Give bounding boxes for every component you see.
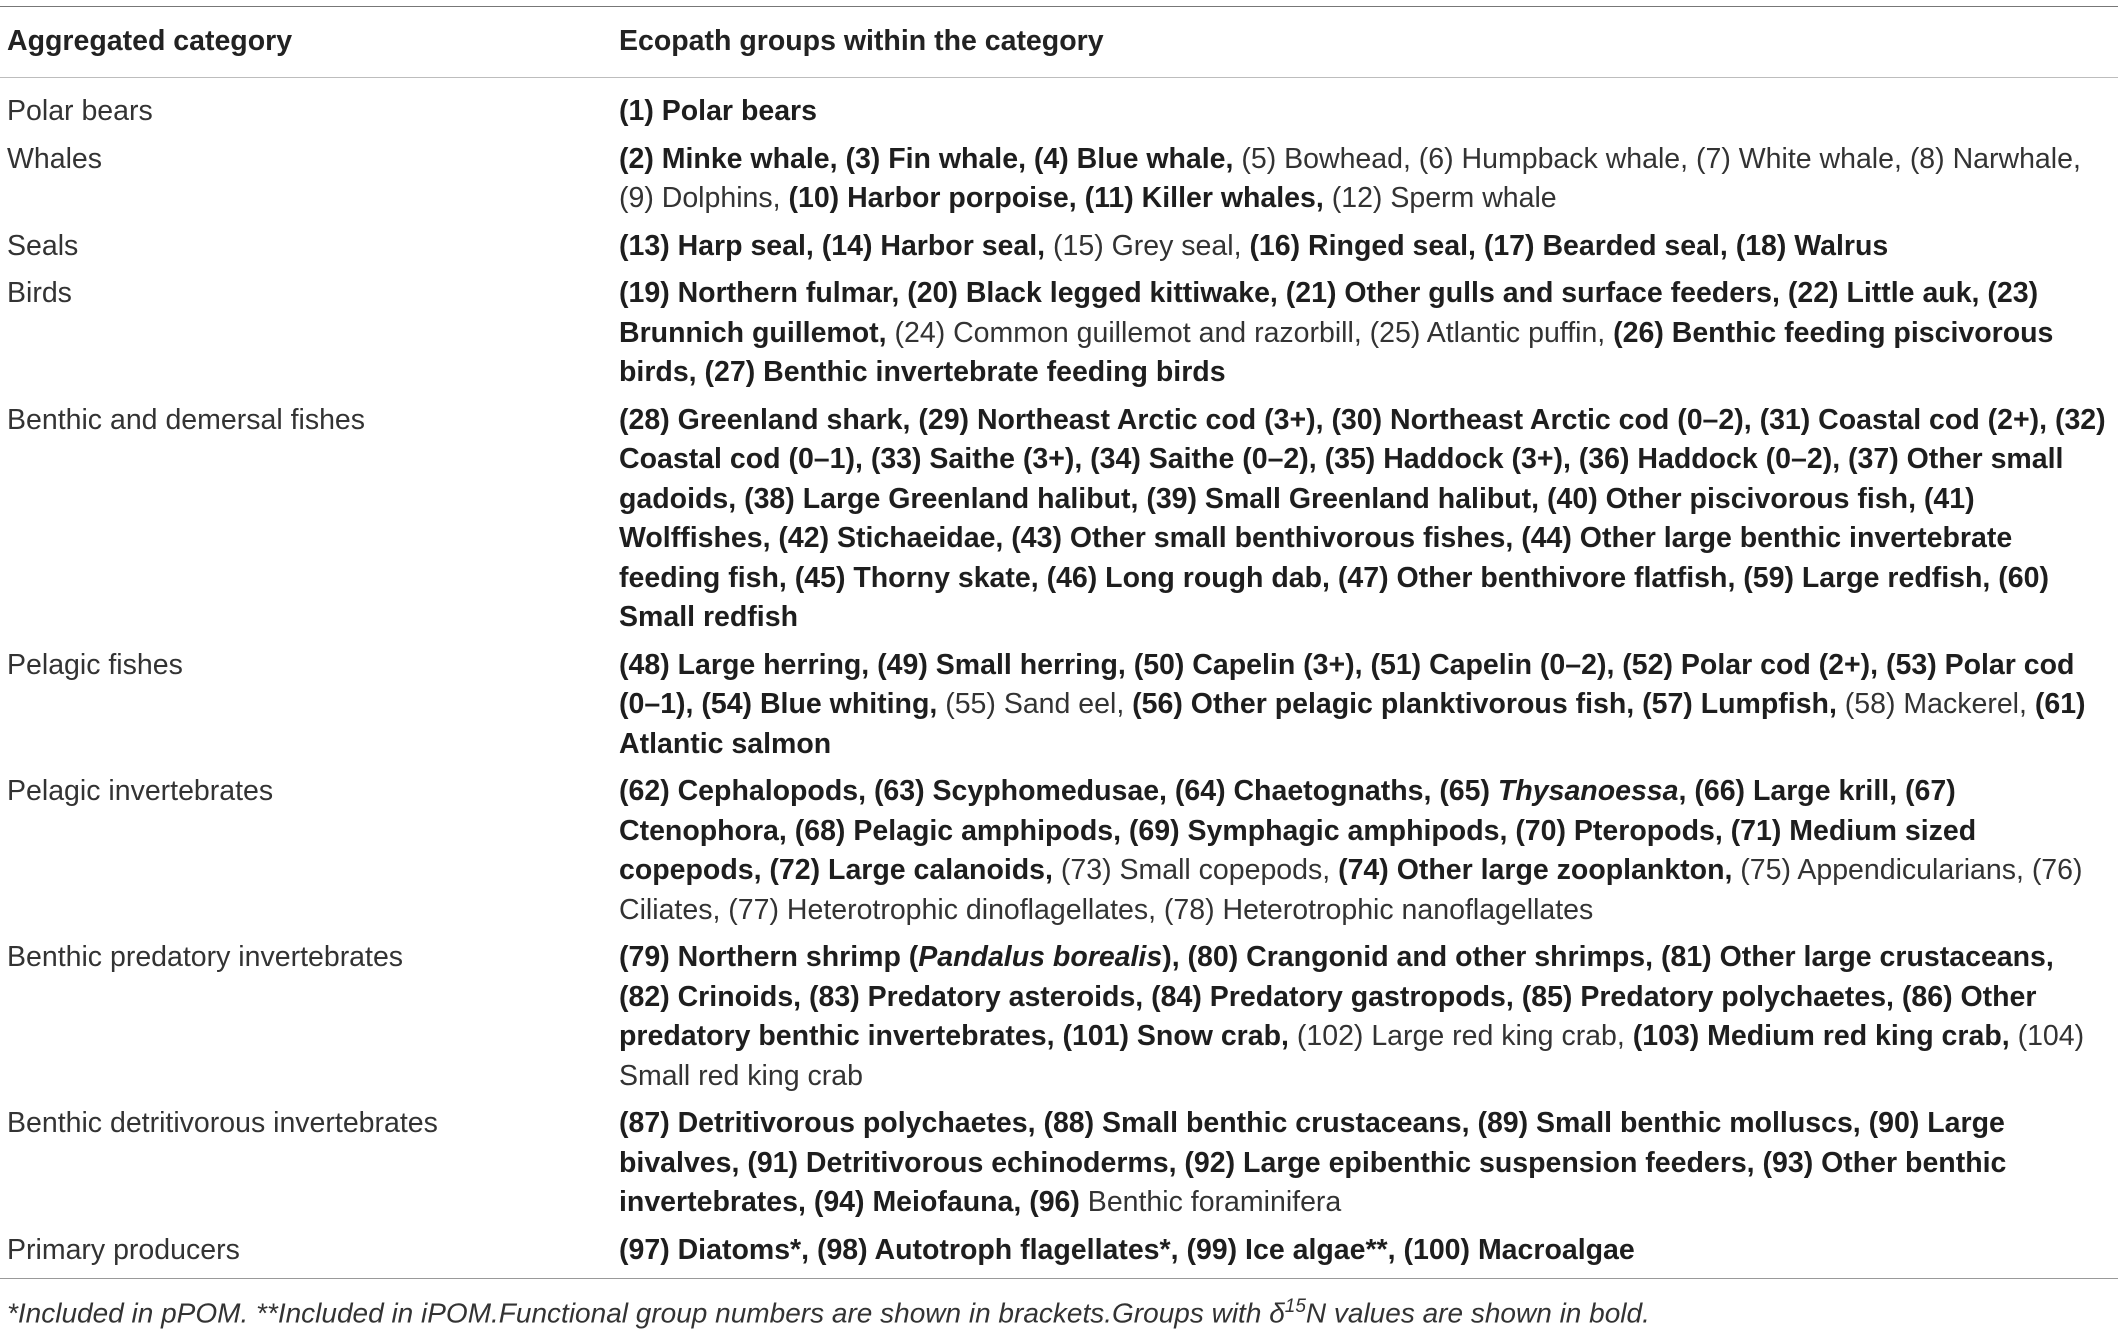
group-text-bold: (28) Greenland shark, (29) Northeast Arctic cod (3+), (30) Northeast Arctic cod (0–2), (31) Coastal cod (2+), (32) Coastal cod (0–1), (33) Saithe (3+), (34) Saithe (0–2), (35) Haddock (3+), (36) Haddock (0–2), (37) Other small gadoids, (38) Large Greenland halibut, (39) Small Greenland halibut, (40) Other piscivorous fish, (41) Wolffishes, (42) Stichaeidae, (43) Other small benthivorous fishes, (44) Other large benthic invertebrate feeding fish, (45) Thorny skate, (46) Long rough dab, (47) Other benthivore flatfish, (59) Large redfish, (60) Small redfish	[619, 403, 2106, 633]
table-row	[0, 938, 2118, 1104]
group-text-bold: (19) Northern fulmar, (20) Black legged kittiwake, (21) Other gulls and surface feeders, (22) Little auk, (23) Brunnich guillemot,	[619, 277, 2039, 349]
group-text-bold: (74) Other large zooplankton,	[1338, 854, 1733, 886]
category-cell: Polar bears	[7, 95, 153, 127]
groups-cell	[619, 772, 2118, 938]
groups-cell	[619, 1231, 2118, 1279]
table-footnote	[7, 1296, 1650, 1329]
table-row	[0, 274, 2118, 401]
table-row	[0, 1104, 2118, 1231]
table-row	[0, 140, 2118, 227]
table-row	[0, 772, 2118, 938]
table-row	[0, 78, 2118, 140]
category-cell: Pelagic fishes	[7, 648, 183, 681]
groups-cell	[619, 274, 2118, 401]
group-text-bold: (2) Minke whale, (3) Fin whale, (4) Blue whale,	[619, 142, 1234, 175]
footnote-superscript: 15	[1284, 1296, 1306, 1317]
group-text-bold: Pandalus borealis	[918, 941, 1163, 973]
footnote-text: *Included in pPOM. **Included in iPOM.Functional group numbers are shown in brackets.Groups with δ	[7, 1297, 1285, 1329]
group-text-bold: (1) Polar bears	[619, 95, 817, 127]
category-cell: Pelagic invertebrates	[7, 775, 274, 807]
group-text-bold: , (66) Large krill, (67) Ctenophora, (68) Pelagic amphipods, (69) Symphagic amphipods, (70) Pteropods, (71) Medium sized copepods, (72) Large calanoids,	[619, 775, 1977, 886]
groups-cell	[619, 1104, 2118, 1231]
table-row	[0, 227, 2118, 275]
group-text: Benthic foraminifera	[1079, 1186, 1342, 1218]
data-table-container	[0, 6, 2118, 1279]
group-text: (104) Small red king crab	[619, 1020, 2085, 1092]
category-cell: Seals	[7, 229, 79, 262]
ecopath-groups-table	[0, 7, 2118, 1278]
header-ecopath-groups: Ecopath groups within the category	[619, 25, 1104, 58]
group-text-bold: (87) Detritivorous polychaetes, (88) Small benthic crustaceans, (89) Small benthic molluscs, (90) Large bivalves, (91) Detritivorous echinoderms, (92) Large epibenthic suspension feeders, (93) Other benthic invertebrates, (94) Meiofauna, (96)	[619, 1107, 2007, 1218]
groups-cell	[619, 78, 2118, 140]
group-text-bold: (79) Northern shrimp (	[619, 941, 919, 973]
group-text-bold: (10) Harbor porpoise, (11) Killer whales,	[788, 182, 1324, 214]
group-text-bold: ), (80) Crangonid and other shrimps, (81) Other large crustaceans, (82) Crinoids, (83) Predatory asteroids, (84) Predatory gastropods, (85) Predatory polychaetes, (86) Other predatory benthic invertebrates, (101) Snow crab,	[619, 941, 2054, 1052]
category-cell: Benthic detritivorous invertebrates	[7, 1107, 438, 1139]
group-text-bold: (16) Ringed seal, (17) Bearded seal, (18) Walrus	[1249, 229, 1889, 262]
group-text-bold: (97) Diatoms*, (98) Autotroph flagellates*, (99) Ice algae**, (100) Macroalgae	[619, 1233, 1635, 1266]
group-text: (73) Small copepods,	[1052, 854, 1339, 886]
group-text: (75) Appendicularians, (76) Ciliates, (77) Heterotrophic dinoflagellates, (78) Heterotrophic nanoflagellates	[619, 854, 2083, 926]
group-text-bold: (13) Harp seal, (14) Harbor seal,	[619, 229, 1046, 262]
group-text: (58) Mackerel,	[1836, 688, 2035, 720]
group-text-bold: (61) Atlantic salmon	[619, 688, 2086, 760]
table-bottom-rule	[0, 1278, 2118, 1279]
group-text: (12) Sperm whale	[1323, 182, 1557, 214]
table-row	[0, 1231, 2118, 1279]
group-text-bold: (48) Large herring, (49) Small herring, (50) Capelin (3+), (51) Capelin (0–2), (52) Polar cod (2+), (53) Polar cod (0–1), (54) Blue whiting,	[619, 648, 2075, 720]
groups-cell	[619, 140, 2118, 227]
category-cell: Whales	[7, 142, 103, 175]
category-cell: Birds	[7, 277, 72, 309]
group-text-bold: (26) Benthic feeding piscivorous birds, (27) Benthic invertebrate feeding birds	[619, 316, 2054, 388]
group-text: (55) Sand eel,	[937, 688, 1133, 720]
group-text: (102) Large red king crab,	[1288, 1020, 1633, 1052]
group-text-bold: Thysanoessa	[1497, 775, 1679, 807]
groups-cell	[619, 227, 2118, 275]
group-text-bold: (62) Cephalopods, (63) Scyphomedusae, (64) Chaetognaths, (65)	[619, 775, 1498, 807]
category-cell: Primary producers	[7, 1233, 240, 1266]
groups-cell	[619, 401, 2118, 646]
groups-cell	[619, 938, 2118, 1104]
table-header-row	[0, 7, 2118, 78]
groups-cell	[619, 646, 2118, 773]
group-text: (15) Grey seal,	[1045, 229, 1250, 262]
group-text-bold: (103) Medium red king crab,	[1632, 1020, 2010, 1052]
table-row	[0, 646, 2118, 773]
footnote-text-end: N values are shown in bold.	[1305, 1297, 1650, 1329]
table-row	[0, 401, 2118, 646]
category-cell: Benthic predatory invertebrates	[7, 941, 404, 973]
group-text-bold: (56) Other pelagic planktivorous fish, (57) Lumpfish,	[1132, 688, 1837, 720]
table-body	[0, 78, 2118, 1279]
group-text: (5) Bowhead, (6) Humpback whale, (7) White whale, (8) Narwhale, (9) Dolphins,	[619, 142, 2081, 214]
header-aggregated-category: Aggregated category	[7, 25, 293, 58]
category-cell: Benthic and demersal fishes	[7, 403, 366, 436]
group-text: (24) Common guillemot and razorbill, (25) Atlantic puffin,	[886, 316, 1614, 349]
